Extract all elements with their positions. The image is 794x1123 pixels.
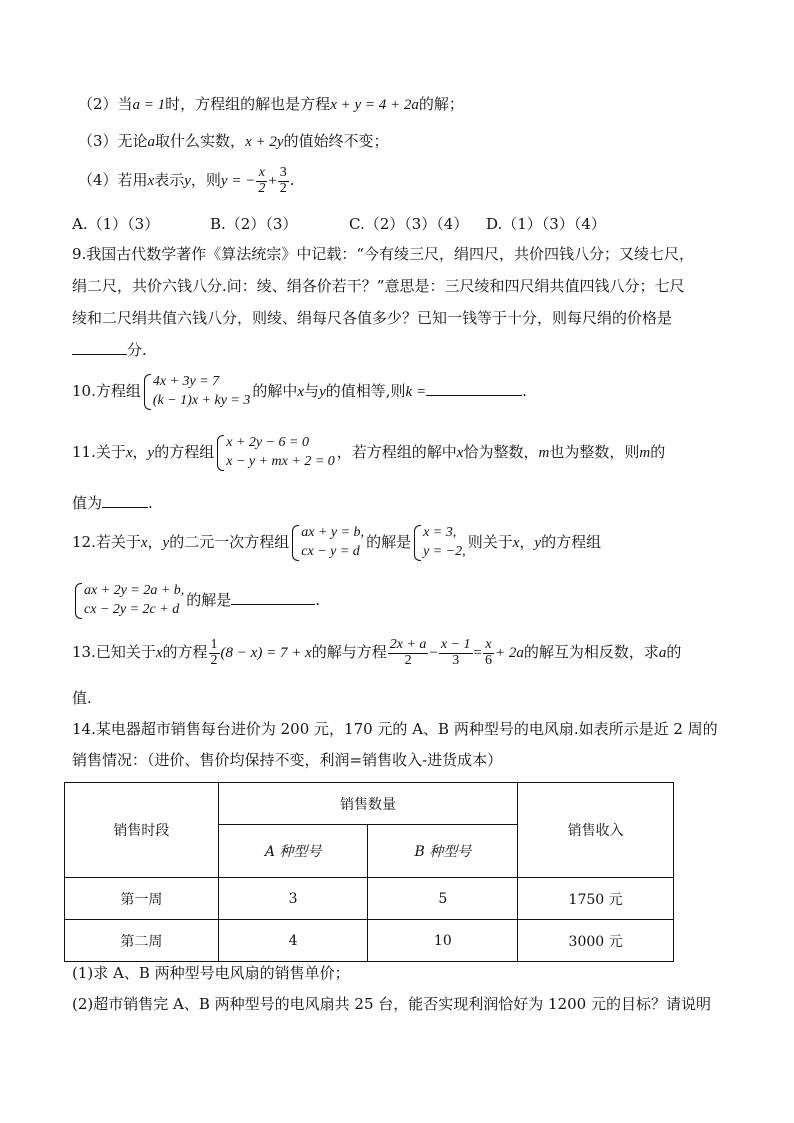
equation-system: ax + 2y = 2a + b, cx − 2y = 2c + d [74,582,184,620]
table-row: 第二周 4 10 3000 元 [65,920,674,962]
fraction: $\frac{x}{6}$ [485,637,493,668]
choice-c: C.（2）（3）（4） [349,215,469,233]
q9-line-4: 分. [72,343,147,358]
q14-sub-2: (2)超市销售完 A、B 两种型号的电风扇共 25 台，能否实现利润恰好为 1200 元的目标？请说明 [72,995,711,1013]
q11: 11.关于x，y的方程组 x + 2y − 6 = 0 x − y + mx + 2 = 0 ，若方程组的解中x恰为整数，m也为整数，则m的 [72,434,665,472]
table-row: 第一周 3 5 1750 元 [65,878,674,920]
equation-system: ax + y = b, cx − y = d [291,524,364,562]
q9-line-1: 9.我国古代数学著作《算法统宗》中记载：“今有绫三尺，绢四尺，共价四钱八分；又绫七尺， [72,245,694,263]
q11-line-2: 值为 . [72,494,153,512]
fraction: $\frac{2x + a}{2}$ [389,637,427,668]
answer-choices [72,217,606,232]
answer-blank[interactable] [426,395,522,396]
fraction: $\frac{1}{2}$ [210,637,218,668]
q13: 13.已知关于x的方程 $\frac{1}{2}$ (8 − x) = 7 + x的解与方程 $\frac{2x + a}{2}$ − $\frac{x - 1}{3}$ = $\frac{x}{6}$ + 2a的解互为相反数，求a的 [72,637,682,668]
fraction: $\frac{3}{2}$ [279,165,287,196]
choice-a: A.（1）（3） [72,215,160,233]
fraction: $\frac{x}{2}$ [258,165,266,196]
answer-blank[interactable] [72,354,127,355]
q9-line-3: 绫和二尺绢共值六钱八分，则绫、绢每尺各值多少？已知一钱等于十分，则每尺绢的价格是 [72,309,673,327]
choice-b: B.（2）（3） [210,215,298,233]
q14-line-2: 销售情况：（进价、售价均保持不变，利润=销售收入-进货成本） [72,751,503,769]
choice-d: D.（1）（3）（4） [486,215,606,233]
answer-blank[interactable] [102,507,148,508]
header-model-b: B 种型号 [368,825,518,878]
option-3: （3）无论a取什么实数，x + 2y的值始终不变； [78,132,389,150]
q12: 12.若关于x，y的二元一次方程组 ax + y = b, cx − y = d 的解是 x = 3, y = −2, 则关于x，y的方程组 [72,524,601,562]
fraction: $\frac{x - 1}{3}$ [440,637,471,668]
q13-line-2: 值. [72,689,92,707]
equation-system: x + 2y − 6 = 0 x − y + mx + 2 = 0 [216,434,335,472]
q14-line-1: 14.某电器超市销售每台进价为 200 元，170 元的 A、B 两种型号的电风扇.如表所示是近 2 周的 [72,720,718,738]
q9-line-2: 绢二尺，共价六钱八分.问：绫、绢各价若干？”意思是：三尺绫和四尺绢共值四钱八分；七尺 [72,277,685,295]
option-2: （2）当a = 1时，方程组的解也是方程x + y = 4 + 2a的解； [78,95,464,113]
q14-sub-1: (1)求 A、B 两种型号电风扇的销售单价； [72,964,350,982]
answer-blank[interactable] [231,604,315,605]
sales-table [64,782,674,962]
q10: 10.方程组 4x + 3y = 7 (k − 1)x + ky = 3 的解中x与y的值相等,则k = . [72,373,527,411]
solution-system: x = 3, y = −2, [413,524,466,562]
option-4: （4）若用x表示y，则y = − $\frac{x}{2}$ + $\frac{3}{2}$ . [78,165,295,196]
equation-system: 4x + 3y = 7 (k − 1)x + ky = 3 [143,373,251,411]
q12-line-2: ax + 2y = 2a + b, cx − 2y = 2c + d 的解是 . [72,582,320,620]
header-period: 销售时段 [65,783,219,878]
header-quantity: 销售数量 [218,783,517,825]
header-revenue: 销售收入 [518,783,674,878]
header-model-a: A 种型号 [218,825,368,878]
